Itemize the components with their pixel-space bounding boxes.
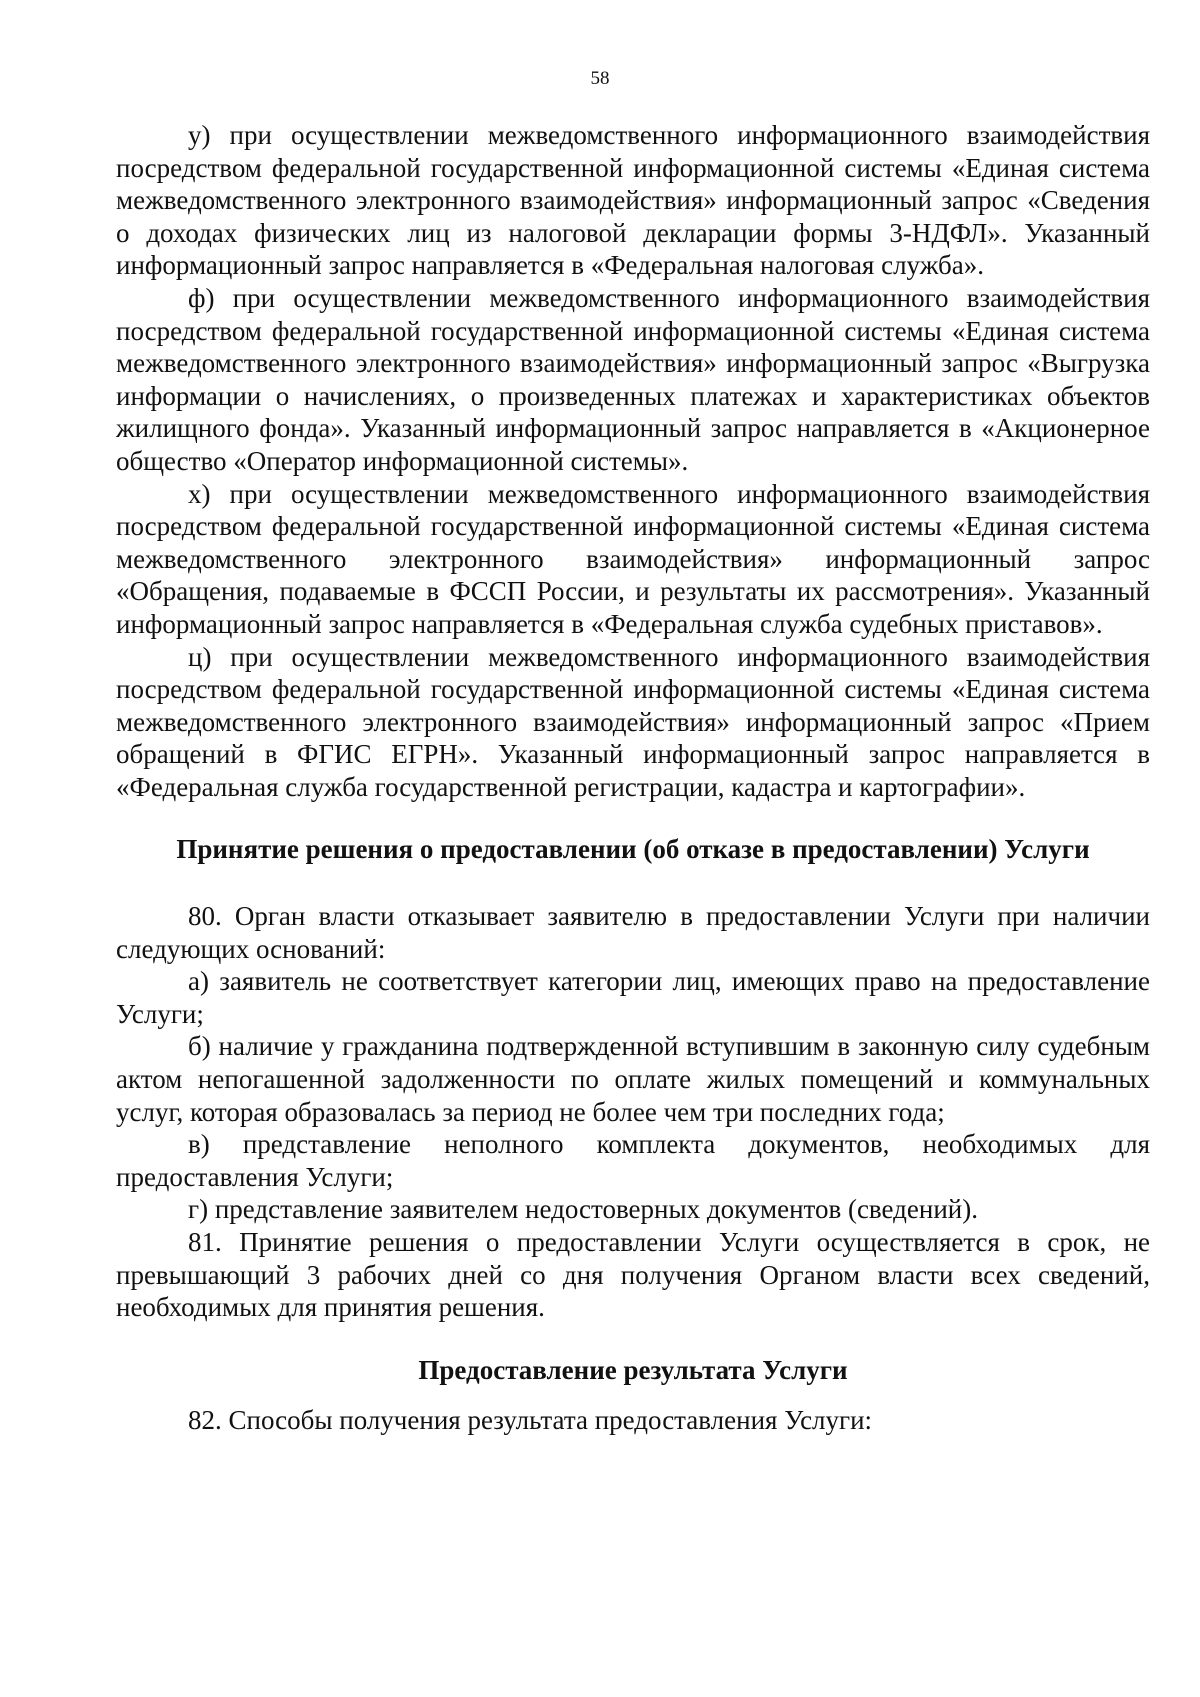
document-body <box>116 119 1150 1437</box>
paragraph-82: 82. Способы получения результата предоставления Услуги: <box>188 1405 873 1436</box>
paragraph-80-a: а) заявитель не соответствует категории лиц, имеющих право на предоставление Услуги; <box>116 966 1150 1029</box>
paragraph-kh: х) при осуществлении межведомственного информационного взаимодействия посредством федеральной государственной информационной системы «Единая система межведомственного электронного взаимодействия» информационный запрос «Обращения, подаваемые в ФССП России, и результаты их рассмотрения». Указанный информационный запрос направляется в «Федеральная служба судебных приставов». <box>116 478 1150 639</box>
paragraph-80: 80. Орган власти отказывает заявителю в предоставлении Услуги при наличии следующих оснований: <box>116 901 1150 964</box>
paragraph-81: 81. Принятие решения о предоставлении Услуги осуществляется в срок, не превышающий 3 рабочих дней со дня получения Органом власти всех сведений, необходимых для принятия решения. <box>116 1227 1150 1323</box>
paragraph-ts: ц) при осуществлении межведомственного информационного взаимодействия посредством федеральной государственной информационной системы «Единая система межведомственного электронного взаимодействия» информационный запрос «Прием обращений в ФГИС ЕГРН». Указанный информационный запрос направляется в «Федеральная служба государственной регистрации, кадастра и картографии». <box>116 641 1150 802</box>
section-heading-decision: Принятие решения о предоставлении (об отказе в предоставлении) Услуги <box>176 834 1090 865</box>
paragraph-80-g: г) представление заявителем недостоверных документов (сведений). <box>188 1194 978 1225</box>
paragraph-f: ф) при осуществлении межведомственного информационного взаимодействия посредством федеральной государственной информационной системы «Единая система межведомственного электронного взаимодействия» информационный запрос «Выгрузка информации о начислениях, о произведенных платежах и характеристиках объектов жилищного фонда». Указанный информационный запрос направляется в «Акционерное общество «Оператор информационной системы». <box>116 282 1150 476</box>
paragraph-u: у) при осуществлении межведомственного информационного взаимодействия посредством федеральной государственной информационной системы «Единая система межведомственного электронного взаимодействия» информационный запрос «Сведения о доходах физических лиц из налоговой декларации формы 3-НДФЛ». Указанный информационный запрос направляется в «Федеральная налоговая служба». <box>116 120 1150 281</box>
paragraph-80-v: в) представление неполного комплекта документов, необходимых для предоставления Услуги; <box>116 1129 1150 1192</box>
paragraph-80-b: б) наличие у гражданина подтвержденной вступившим в законную силу судебным актом непогашенной задолженности по оплате жилых помещений и коммунальных услуг, которая образовалась за период не более чем три последних года; <box>116 1031 1150 1127</box>
section-heading-result: Предоставление результата Услуги <box>418 1354 848 1385</box>
page-number: 58 <box>590 68 610 89</box>
